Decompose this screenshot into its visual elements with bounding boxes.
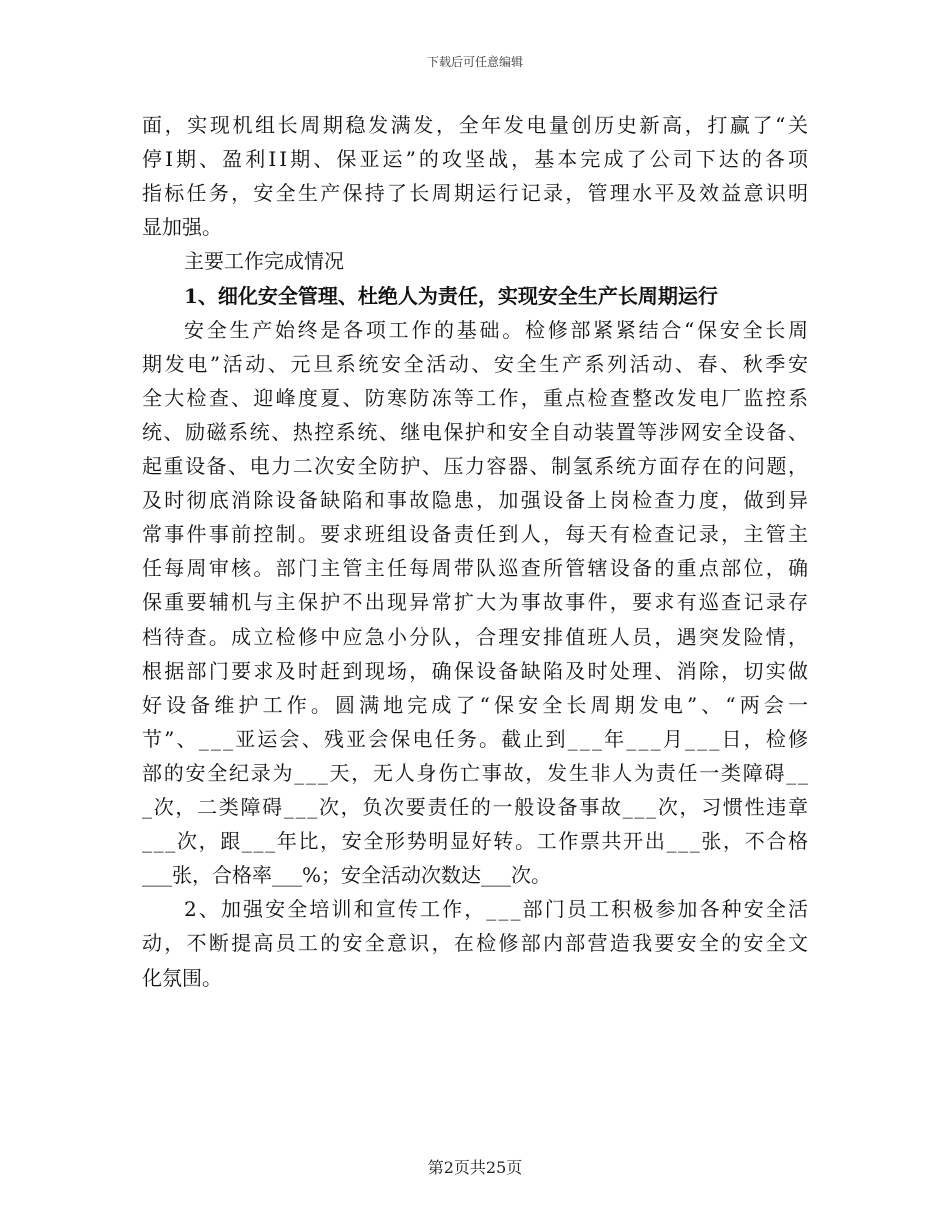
text-line: 期发电”活动、元旦系统安全活动、安全生产系列活动、春、秋季安 xyxy=(142,351,811,376)
page-header: 下载后可任意编辑 xyxy=(426,55,523,69)
text-line: 根据部门要求及时赶到现场，确保设备缺陷及时处理、消除，切实做 xyxy=(142,658,811,683)
text-line: 化氛围。 xyxy=(142,965,222,990)
text-line: 好设备维护工作。圆满地完成了“保安全长周期发电”、“两会一 xyxy=(142,692,813,717)
text-line: ___次，跟___年比，安全形势明显好转。工作票共开出___张，不合格 xyxy=(142,829,810,854)
text-line: 显加强。 xyxy=(142,215,222,240)
text-line: 及时彻底消除设备缺陷和事故隐患，加强设备上岗检查力度，做到异 xyxy=(142,488,811,513)
text-line: 主要工作完成情况 xyxy=(184,249,344,274)
text-line: _次，二类障碍___次，负次要责任的一般设备事故___次，习惯性违章 xyxy=(142,795,810,819)
text-line: 节”、___亚运会、残亚会保电任务。截止到___年___月___日，检修 xyxy=(142,726,811,751)
text-line: 保重要辅机与主保护不出现异常扩大为事故事件，要求有巡查记录存 xyxy=(142,590,811,615)
text-line: 任每周审核。部门主管主任每周带队巡查所管辖设备的重点部位，确 xyxy=(142,556,811,581)
section-heading: 1、细化安全管理、杜绝人为责任，实现安全生产长周期运行 xyxy=(184,283,718,308)
text-line: 部的安全纪录为___天，无人身伤亡事故，发生非人为责任一类障碍__ xyxy=(142,760,810,785)
text-line: 起重设备、电力二次安全防护、压力容器、制氢系统方面存在的问题， xyxy=(142,454,810,478)
text-line: ___张，合格率___%；安全活动次数达___次。 xyxy=(142,863,552,888)
text-line: 统、励磁系统、热控系统、继电保护和安全自动装置等涉网安全设备、 xyxy=(142,419,810,444)
text-line: 档待查。成立检修中应急小分队，合理安排值班人员，遇突发险情， xyxy=(142,624,811,649)
text-line: 常事件事前控制。要求班组设备责任到人，每天有检查记录，主管主 xyxy=(142,522,811,547)
text-line: 动，不断提高员工的安全意识，在检修部内部营造我要安全的安全文 xyxy=(142,931,811,956)
text-line: 2、加强安全培训和宣传工作，___部门员工积极参加各种安全活 xyxy=(184,897,811,922)
text-line: 停Ⅰ期、盈利II期、保亚运”的攻坚战，基本完成了公司下达的各项 xyxy=(142,147,812,172)
text-line: 指标任务，安全生产保持了长周期运行记录，管理水平及效益意识明 xyxy=(142,181,811,206)
page-footer: 第2页共25页 xyxy=(427,1158,523,1177)
text-line: 全大检查、迎峰度夏、防寒防冻等工作，重点检查整改发电厂监控系 xyxy=(142,385,811,410)
text-line: 安全生产始终是各项工作的基础。检修部紧紧结合“保安全长周 xyxy=(184,317,811,342)
text-line: 面，实现机组长周期稳发满发，全年发电量创历史新高，打赢了“关 xyxy=(142,113,811,137)
